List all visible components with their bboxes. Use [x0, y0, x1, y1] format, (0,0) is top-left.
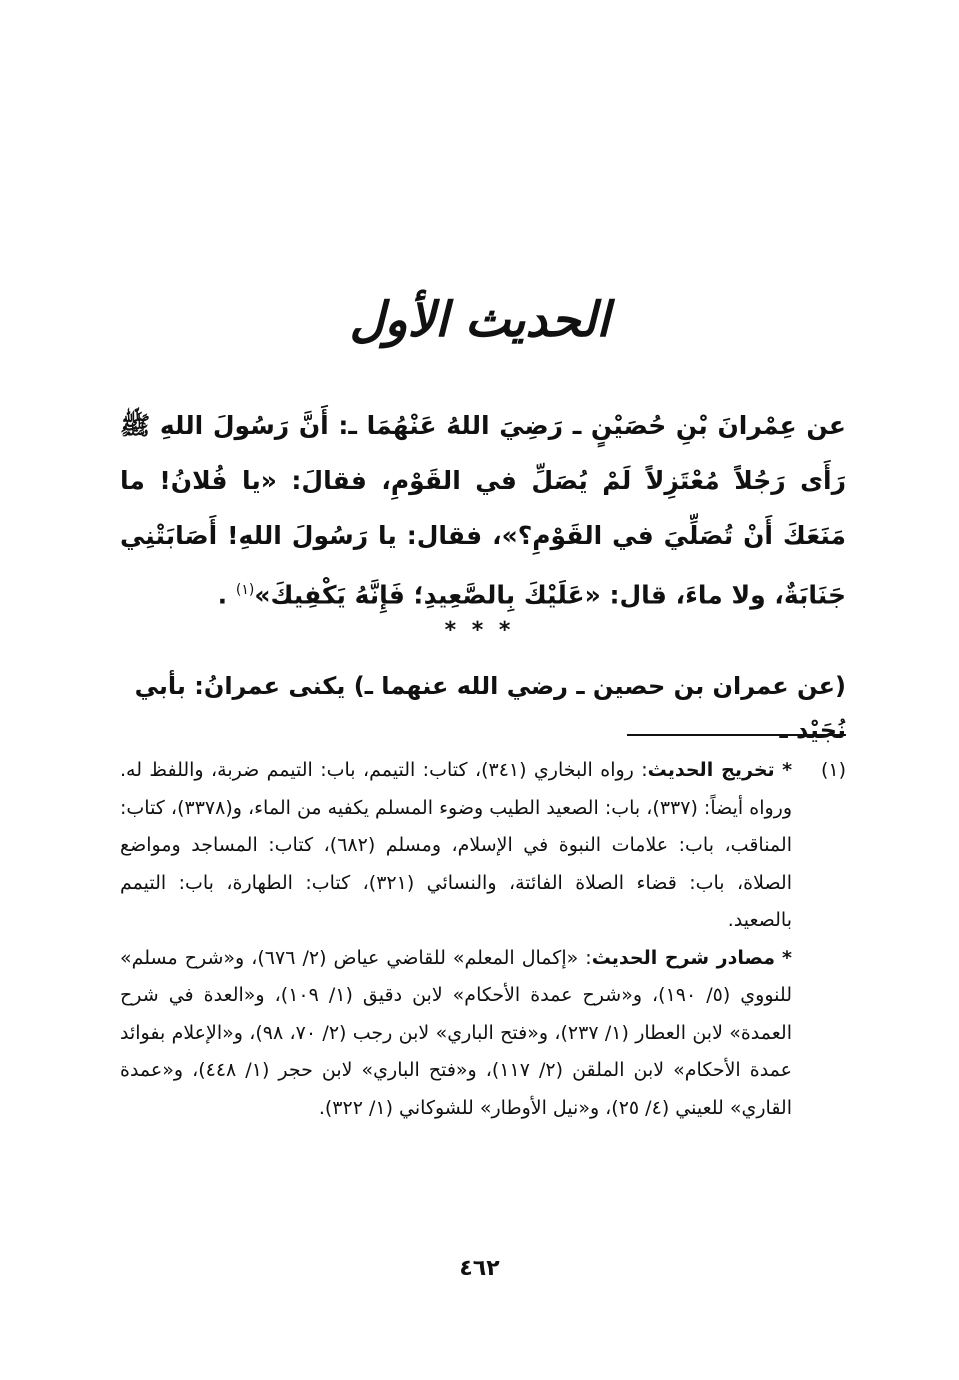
footnote-item [120, 752, 846, 1127]
sources-star: * [782, 946, 792, 969]
hadith-body: عن عِمْرانَ بْنِ حُصَيْنٍ ـ رَضِيَ اللهُ عَنْهُمَا ـ: أَنَّ رَسُولَ اللهِ ﷺ رَأَى رَجُلاً مُعْتَزِلاً لَمْ يُصَلِّ في القَوْمِ، فقالَ: «يا فُلانُ! ما مَنَعَكَ أَنْ تُصَلِّيَ في القَوْمِ؟»، فقال: يا رَسُولَ اللهِ! أَصَابَتْنِي جَنَابَةٌ، ولا ماءَ، قال: «عَلَيْكَ بِالصَّعِيدِ؛ فَإِنَّهُ يَكْفِيكَ» [120, 411, 846, 610]
footnotes-section [120, 752, 846, 1127]
chapter-title: الحديث الأول [349, 292, 610, 348]
footnote-body [120, 752, 792, 1127]
footnote-marker: (١) [820, 759, 846, 781]
takhrij-star: * [782, 759, 793, 781]
footnote-reference[interactable]: (١) [235, 582, 255, 598]
sources-text: : «إكمال المعلم» للقاضي عياض (٢/ ٦٧٦)، و«شرح مسلم» للنووي (٥/ ١٩٠)، و«شرح عمدة الأحكام» لابن دقيق (١/ ١٠٩)، و«العدة في شرح العمدة» لابن العطار (١/ ٢٣٧)، و«فتح الباري» لابن رجب (٢/ ٧٠، ٩٨)، و«الإعلام بفوائد عمدة الأحكام» لابن الملقن (٢/ ١١٧)، و«فتح الباري» لابن حجر (١/ ٤٤٨)، و«عمدة القاري» للعيني (٤/ ٢٥)، و«نيل الأوطار» للشوكاني (١/ ٣٢٢). [120, 946, 792, 1119]
takhrij-paragraph [120, 752, 792, 940]
footnote-divider [627, 734, 846, 736]
commentary-text: (عن عمران بن حصين ـ رضي الله عنهما ـ) يكنى عمرانُ: بأبي نُجَيْد ـ [134, 672, 846, 744]
hadith-text [120, 398, 846, 622]
sources-paragraph [120, 940, 792, 1128]
takhrij-text: : رواه البخاري (٣٤١)، كتاب: التيمم، باب: التيمم ضربة، واللفظ له. ورواه أيضاً: (٣٣٧)، باب: الصعيد الطيب وضوء المسلم يكفيه من الماء، و(٣٣٧٨)، كتاب: المناقب، باب: علامات النبوة في الإسلام، ومسلم (٦٨٢)، كتاب: المساجد ومواضع الصلاة، باب: قضاء الصلاة الفائتة، والنسائي (٣٢١)، كتاب: الطهارة، باب: التيمم بالصعيد. [120, 759, 792, 931]
takhrij-heading: تخريج الحديث [647, 759, 775, 781]
page-number: ٤٦٢ [459, 1256, 500, 1281]
sources-heading: مصادر شرح الحديث [591, 946, 775, 969]
section-separator: * * * [444, 618, 515, 643]
hadith-end-mark: . [217, 580, 228, 610]
